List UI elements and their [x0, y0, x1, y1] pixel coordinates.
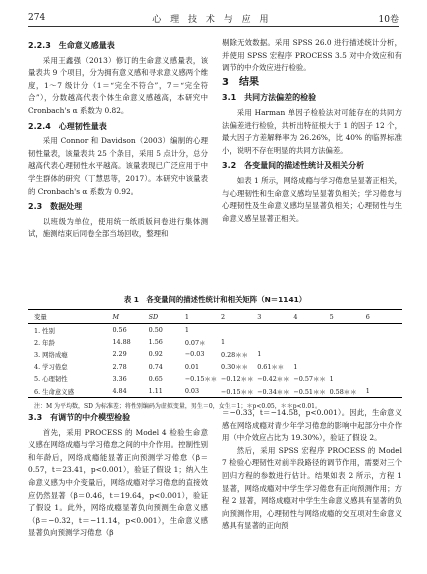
header-col-3: 3	[257, 312, 262, 321]
table-cell	[293, 336, 329, 348]
header-sd: SD	[148, 312, 159, 321]
table-cell	[257, 336, 293, 348]
table-cell: 2.78	[112, 362, 127, 371]
data-processing-continued: 剔除无效数据。采用 SPSS 26.0 进行描述统计分析，并使用 SPSS 宏程序 PROCESS 3.5 对中介效应和有调节的中介效应进行检验。	[222, 38, 402, 73]
table-cell: 2.29	[112, 350, 127, 359]
table-row-label: 5. 心理韧性	[34, 375, 68, 384]
volume-label: 10卷	[378, 14, 399, 25]
table-header-row	[28, 310, 402, 324]
right-column-top	[222, 37, 402, 225]
section-2-2-3-heading: 2.2.3 生命意义感量表	[28, 41, 115, 50]
table-row	[28, 348, 402, 360]
section-3-1-heading: 3.1 共同方法偏差的检验	[222, 93, 317, 103]
header-mean: M	[112, 312, 119, 321]
correlation-table	[28, 309, 402, 398]
table-row	[28, 361, 402, 373]
table-cell	[366, 324, 402, 337]
journal-title: 心 理 技 术 与 应 用	[152, 14, 272, 25]
table-cell	[293, 348, 329, 360]
table-cell: 0.92	[148, 350, 163, 359]
section-2-2-4-paragraph: 采用 Connor 和 Davidson（2003）编制的心理韧性量表，该量表共 25 个条目，采用 5 点计分，总分越高代表心理韧性水平越高。该量表现已广泛应用于中学生群体的研究（丁慧思等，2017）。本研究中该量表的 Cronbach's α 系数为 0.92。	[28, 136, 208, 196]
running-header	[28, 10, 399, 27]
table-cell: 0.01	[184, 362, 200, 371]
table-cell: −0.12＊＊	[221, 375, 254, 384]
table-row	[28, 373, 402, 385]
table-note: 注：M 为平均数，SD 为标准差；将性别编码为虚拟变量，男生＝0，女生＝1；＊p<0.05，＊＊p<0.01。	[34, 403, 321, 411]
table-cell: 0.61＊＊	[257, 363, 285, 372]
table-cell: 0.65	[148, 374, 163, 383]
table-cell	[330, 361, 366, 373]
table-cell: −0.34＊＊	[257, 387, 290, 396]
table-row-label: 6. 生命意义感	[34, 387, 75, 396]
header-col-1: 1	[184, 312, 189, 321]
table-cell: −0.15＊＊	[184, 375, 218, 384]
table-cell: −0.57＊＊	[293, 375, 326, 384]
section-2-3-paragraph: 以班级为单位，使用统一纸质版问卷进行集体测试，施测结束后同卷全部当场回收，整理和	[28, 216, 208, 239]
table-row-label: 1. 性别	[34, 326, 55, 335]
table-row-label: 4. 学习倦怠	[34, 363, 68, 372]
table-cell	[293, 324, 329, 337]
header-col-2: 2	[221, 312, 226, 321]
table-cell: 0.74	[148, 362, 163, 371]
table-cell: 0.28＊＊	[221, 350, 249, 359]
table-cell: 1	[365, 387, 370, 396]
table-cell: −0.42＊＊	[257, 375, 290, 384]
section-3-3-paragraph: 首先，采用 PROCESS 的 Model 4 检验生命意义感在网络成瘾与学习倦怠之间的中介作用。控制性别和年龄后，网络成瘾能显著正向预测学习倦怠（β＝0.57，t＝23.41，p<0.001），验证了假设 1；纳入生命意义感为中介变量后，网络成瘾对学习倦怠的直接效应仍然显著（β＝0.46，t＝19.64，p<0.001），验证了假设 1。此外，网络成瘾显著负向预测生命意义感（β＝−0.32，t＝−11.14，p<0.001），生命意义感显著负向预测学习倦怠（β	[28, 427, 208, 538]
left-column-top	[28, 37, 208, 241]
table-cell: −0.15＊＊	[221, 387, 254, 396]
moderation-paragraph: 然后，采用 SPSS 宏程序 PROCESS 的 Model 7 检验心理韧性对前半段路径的调节作用，需要对三个回归方程的参数进行估计。结果如表 2 所示，方程 1 显著，网络成瘾对中学生学习倦怠有正向预测作用；方程 2 显著，网络成瘾对中学生生命意义感具有显著的负向预测作用，心理韧性与网络成瘾的交互项对生命意义感具有显著的正向预	[222, 445, 402, 531]
table-cell: 0.07＊	[184, 338, 206, 347]
table-cell	[221, 324, 257, 337]
table-cell: −0.03	[184, 350, 205, 359]
table-body	[28, 324, 402, 398]
section-3-2-paragraph: 如表 1 所示，网络成瘾与学习倦怠呈显著正相关，与心理韧性和生命意义感均呈显著负相关；学习倦怠与心理韧性及生命意义感均呈显著负相关；心理韧性与生命意义感呈显著正相关。	[222, 175, 402, 223]
table-cell: 1	[221, 338, 226, 347]
table-cell: 1	[293, 362, 298, 371]
mediation-result-paragraph: ＝−0.33，t＝−14.58，p<0.001）。因此，生命意义感在网络成瘾对青少年学习倦怠的影响中起部分中介作用（中介效应占比为 19.30%），验证了假设 2。	[222, 408, 402, 443]
table-row	[28, 324, 402, 337]
section-3-1-paragraph: 采用 Harman 单因子检验法对可能存在的共同方法偏差进行检验，共析出特征根大于 1 的因子 12 个，最大因子方差解释率为 26.26%，比 40% 的临界标准小，说明不存在明显的共同方法偏差。	[222, 107, 402, 155]
table-cell	[330, 336, 366, 348]
table-row	[28, 385, 402, 398]
section-3-2-heading: 3.2 各变量间的描述性统计及相关分析	[222, 161, 365, 171]
table-cell: 0.30＊＊	[221, 363, 249, 372]
header-col-6: 6	[365, 312, 370, 321]
table-caption: 表 1 各变量间的描述性统计和相关矩阵（N＝1141）	[123, 295, 307, 304]
section-2-3-heading: 2.3 数据处理	[28, 202, 83, 212]
section-2-2-3-paragraph: 采用王鑫强（2013）修订的生命意义感量表，该量表共 9 个项目，分为拥有意义感和寻求意义感两个维度，1～7 级计分（1＝“完全不符合”，7＝“完全符合”），分数越高代表个体生命意义感越高，本研究中 Cronbach's α 系数为 0.82。	[28, 55, 208, 115]
table-row-label: 2. 年龄	[34, 338, 55, 347]
table-cell: 0.03	[184, 387, 200, 396]
table-cell: 14.88	[112, 338, 131, 347]
table-cell	[330, 324, 366, 337]
section-3-heading: 3 结果	[222, 76, 259, 88]
header-col-4: 4	[293, 312, 298, 321]
section-3-3-heading: 3.3 有调节的中介模型检验	[28, 413, 131, 422]
table-cell: 4.84	[112, 387, 127, 396]
table-cell: 1.56	[148, 338, 163, 347]
table-cell	[366, 336, 402, 348]
section-2-2-4-heading: 2.2.4 心理韧性量表	[28, 121, 107, 131]
table-cell: 1	[184, 326, 189, 335]
table-cell	[366, 373, 402, 385]
table-cell	[330, 348, 366, 360]
table-1	[28, 294, 402, 410]
table-cell: 0.58＊＊	[329, 387, 357, 396]
right-column-bottom	[222, 407, 402, 533]
table-cell	[366, 348, 402, 360]
table-cell: −0.51＊＊	[293, 387, 326, 396]
table-cell: 1	[329, 374, 334, 383]
table-cell: 1.11	[148, 387, 163, 396]
header-col-5: 5	[329, 312, 334, 321]
table-cell	[366, 361, 402, 373]
header-variable: 变量	[34, 313, 47, 321]
table-row	[28, 336, 402, 348]
table-cell: 0.50	[148, 326, 163, 335]
table-cell: 0.56	[112, 326, 127, 335]
left-column-bottom	[28, 409, 208, 540]
table-cell	[257, 324, 293, 337]
table-row-label: 3. 网络成瘾	[34, 350, 68, 359]
table-cell: 1	[257, 350, 262, 359]
table-cell: 3.36	[112, 374, 127, 383]
page-number: 274	[28, 13, 46, 23]
